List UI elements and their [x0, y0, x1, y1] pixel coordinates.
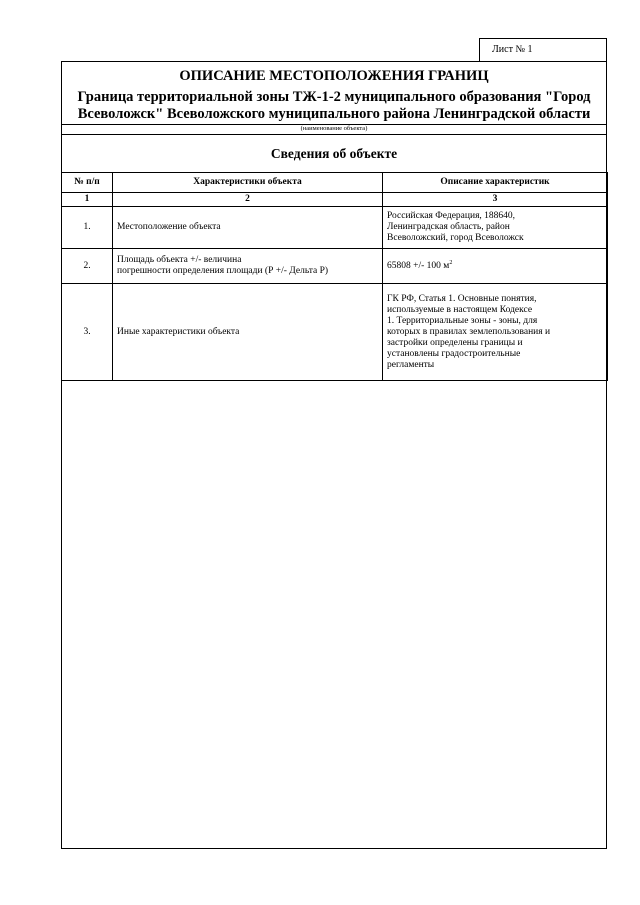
- column-header-characteristic: Характеристики объекта: [113, 173, 383, 193]
- table-header-row: [62, 173, 608, 193]
- table-row: [62, 284, 608, 381]
- object-name: [62, 89, 606, 123]
- object-name-caption: (наименование объекта): [300, 125, 368, 132]
- document-frame: [61, 61, 607, 849]
- row-characteristic: Площадь объекта +/- величина погрешности определения площади (Р +/- Дельта Р): [113, 249, 383, 284]
- column-header-description: Описание характеристик: [383, 173, 608, 193]
- column-number-3: 3: [383, 193, 608, 207]
- row-number: 1.: [62, 207, 113, 249]
- column-number-row: [62, 193, 608, 207]
- object-name-line-1: Граница территориальной зоны ТЖ-1-2 муниципального образования "Город: [77, 89, 591, 105]
- section-title: Сведения об объекте: [62, 135, 606, 173]
- sheet-number-label: Лист № 1: [492, 44, 533, 55]
- row-number: 2.: [62, 249, 113, 284]
- area-unit-exponent: 2: [449, 259, 453, 266]
- row-description: Российская Федерация, 188640, Ленинградская область, район Всеволожский, город Всеволожск: [383, 207, 608, 249]
- row-description: [383, 249, 608, 284]
- column-number-2: 2: [113, 193, 383, 207]
- document-header: [62, 62, 606, 134]
- object-info-table: [61, 172, 608, 381]
- sheet-number: [479, 38, 607, 61]
- document-title: ОПИСАНИЕ МЕСТОПОЛОЖЕНИЯ ГРАНИЦ: [179, 68, 489, 84]
- table-row: [62, 249, 608, 284]
- row-characteristic: Местоположение объекта: [113, 207, 383, 249]
- column-header-number: № п/п: [62, 173, 113, 193]
- row-characteristic: Иные характеристики объекта: [113, 284, 383, 381]
- row-description: ГК РФ, Статья 1. Основные понятия, используемые в настоящем Кодексе 1. Территориальные зоны - зоны, для которых в правилах землепользования и застройки определены границы и установлены градостроительные регламенты: [383, 284, 608, 381]
- row-number: 3.: [62, 284, 113, 381]
- object-name-line-2: Всеволожск" Всеволожского муниципального района Ленинградской области: [77, 106, 591, 122]
- column-number-1: 1: [62, 193, 113, 207]
- area-value: 65808 +/- 100 м: [387, 260, 450, 271]
- table-row: [62, 207, 608, 249]
